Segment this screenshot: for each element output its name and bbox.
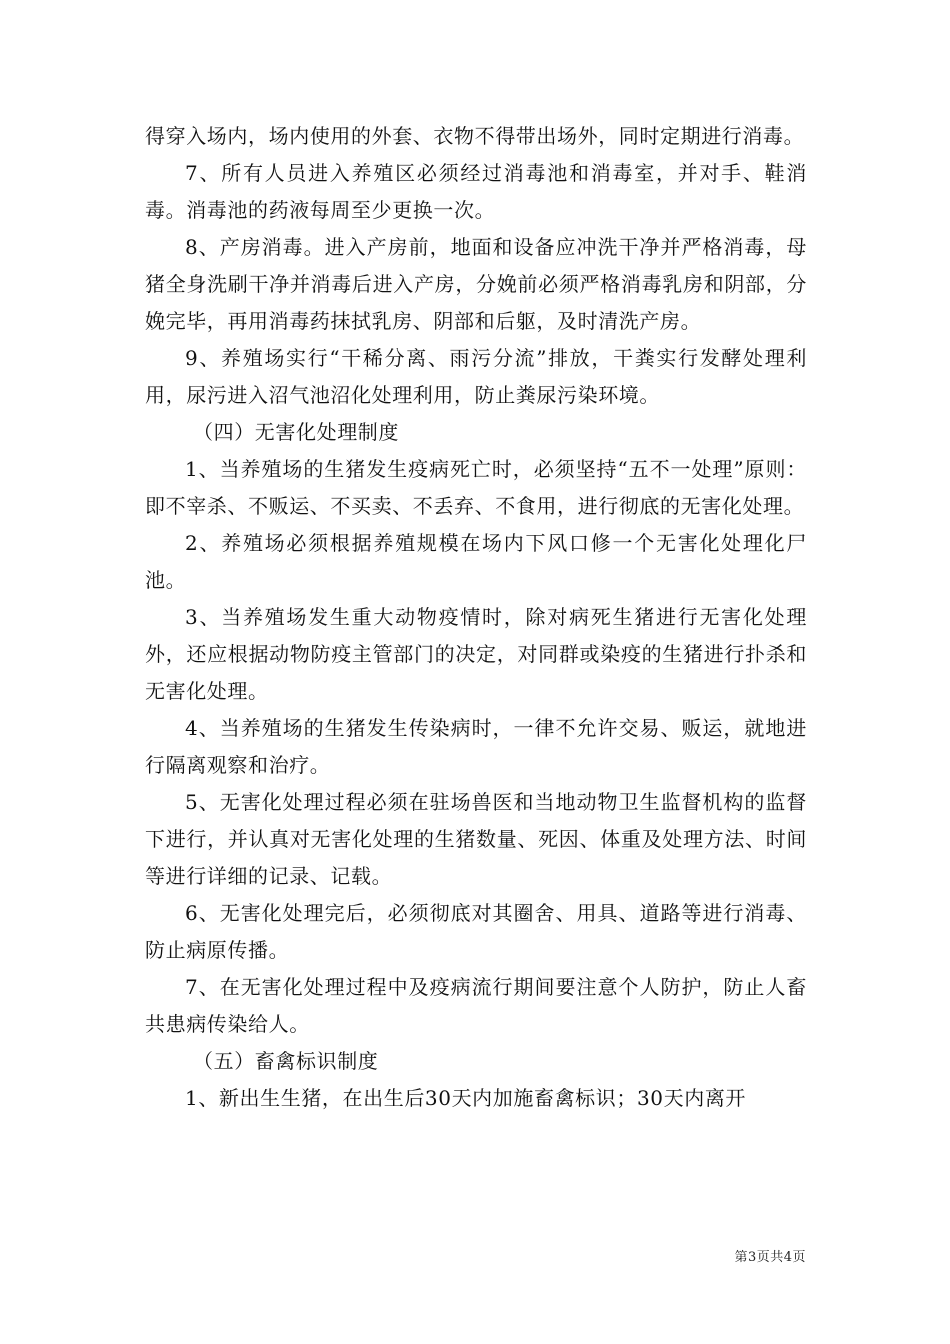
paragraph-4-4: 4、当养殖场的生猪发生传染病时，一律不允许交易、贩运，就地进行隔离观察和治疗。	[145, 716, 807, 777]
paragraph-4-3: 3、当养殖场发生重大动物疫情时，除对病死生猪进行无害化处理外，还应根据动物防疫主管部门的决定，对同群或染疫的生猪进行扑杀和无害化处理。	[145, 605, 807, 703]
paragraph-item-8: 8、产房消毒。进入产房前，地面和设备应冲洗干净并严格消毒，母猪全身洗刷干净并消毒后进入产房，分娩前必须严格消毒乳房和阴部，分娩完毕，再用消毒药抹拭乳房、阴部和后躯，及时清洗产房。	[145, 235, 807, 333]
paragraph-4-7: 7、在无害化处理过程中及疫病流行期间要注意个人防护，防止人畜共患病传染给人。	[145, 975, 807, 1036]
paragraph-4-6: 6、无害化处理完后，必须彻底对其圈舍、用具、道路等进行消毒、防止病原传播。	[145, 901, 807, 962]
paragraph-4-2: 2、养殖场必须根据养殖规模在场内下风口修一个无害化处理化尸池。	[145, 531, 807, 592]
paragraph-4-1: 1、当养殖场的生猪发生疫病死亡时，必须坚持“五不一处理”原则：即不宰杀、不贩运、不买卖、不丢弃、不食用，进行彻底的无害化处理。	[145, 457, 807, 518]
page-number-footer: 第3页共4页	[734, 1250, 806, 1265]
paragraph-4-5: 5、无害化处理过程必须在驻场兽医和当地动物卫生监督机构的监督下进行，并认真对无害化处理的生猪数量、死因、体重及处理方法、时间等进行详细的记录、记载。	[145, 790, 807, 888]
section-heading-5: （五）畜禽标识制度	[193, 1049, 379, 1073]
document-body	[145, 118, 807, 1117]
paragraph-item-7: 7、所有人员进入养殖区必须经过消毒池和消毒室，并对手、鞋消毒。消毒池的药液每周至少更换一次。	[145, 161, 807, 222]
section-heading-4: （四）无害化处理制度	[193, 420, 399, 444]
paragraph-item-9: 9、养殖场实行“干稀分离、雨污分流”排放，干粪实行发酵处理利用，尿污进入沼气池沼化处理利用，防止粪尿污染环境。	[145, 346, 807, 407]
paragraph-5-1: 1、新出生生猪，在出生后30天内加施畜禽标识；30天内离开	[185, 1086, 747, 1110]
paragraph-continuation: 得穿入场内，场内使用的外套、衣物不得带出场外，同时定期进行消毒。	[145, 124, 805, 148]
